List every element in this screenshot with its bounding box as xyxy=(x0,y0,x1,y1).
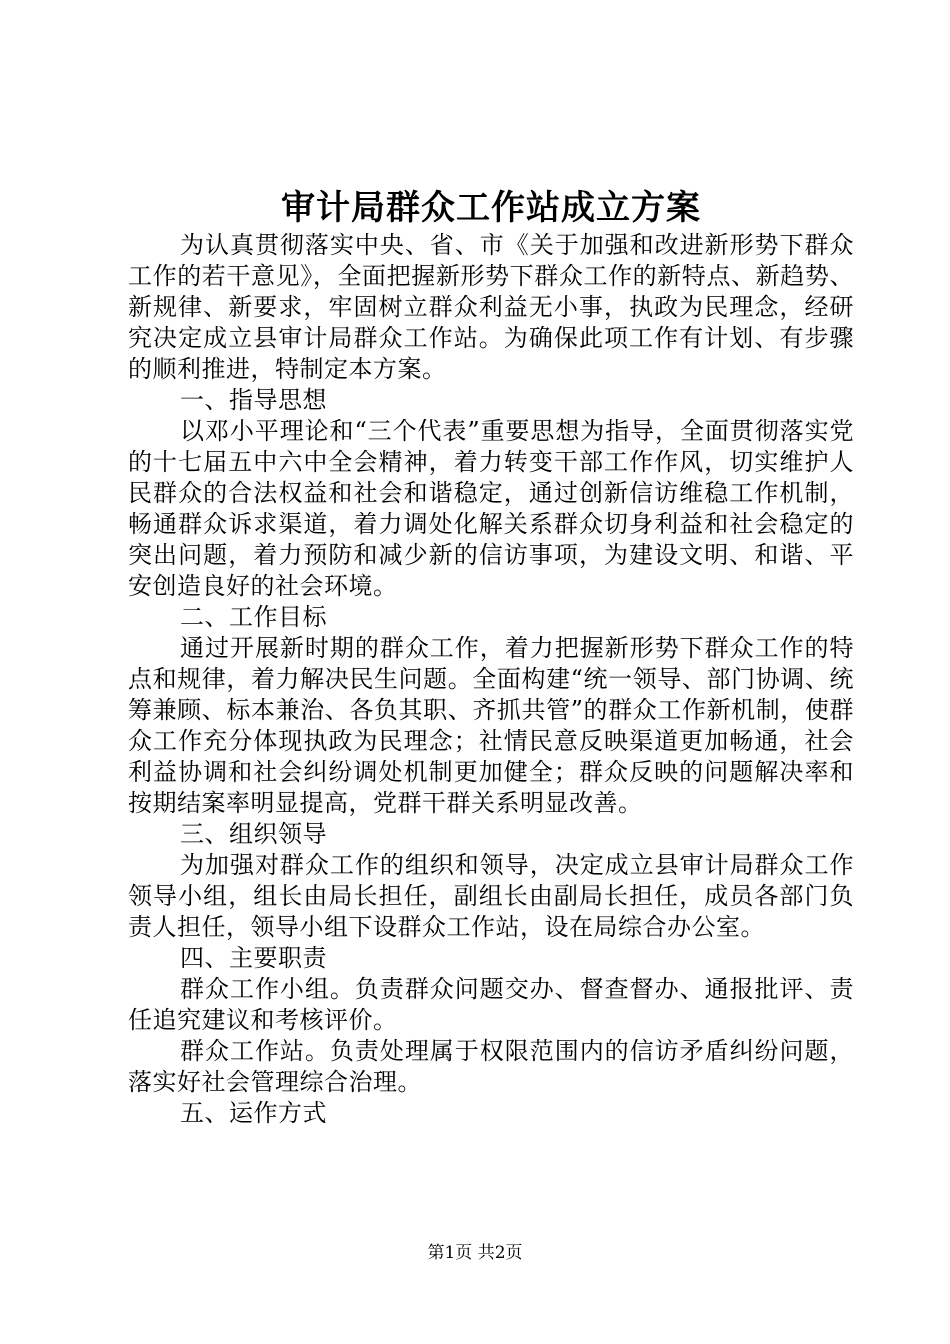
intro-paragraph: 为认真贯彻落实中央、省、市《关于加强和改进新形势下群众工作的若干意见》，全面把握新形势下群众工作的新特点、新趋势、新规律、新要求，牢固树立群众利益无小事，执政为民理念，经研究决定成立县审计局群众工作站。为确保此项工作有计划、有步骤的顺利推进，特制定本方案。 xyxy=(128,231,854,383)
section-heading-operation: 五、运作方式 xyxy=(180,1099,327,1127)
document-title: 审计局群众工作站成立方案 xyxy=(281,188,701,228)
section-paragraph: 通过开展新时期的群众工作，着力把握新形势下群众工作的特点和规律，着力解决民生问题。全面构建“统一领导、部门协调、统筹兼顾、标本兼治、各负其职、齐抓共管”的群众工作新机制，使群众工作充分体现执政为民理念；社情民意反映渠道更加畅通，社会利益协调和社会纠纷调处机制更加健全；群众反映的问题解决率和按期结案率明显提高，党群干群关系明显改善。 xyxy=(128,634,854,817)
section-heading-guiding-ideology: 一、指导思想 xyxy=(180,386,327,414)
section-paragraph: 为加强对群众工作的组织和领导，决定成立县审计局群众工作领导小组，组长由局长担任，副组长由副局长担任，成员各部门负责人担任，领导小组下设群众工作站，设在局综合办公室。 xyxy=(128,851,854,941)
section-heading-main-duties: 四、主要职责 xyxy=(180,944,327,972)
page-footer: 第1页 共2页 xyxy=(427,1243,523,1263)
section-paragraph: 群众工作站。负责处理属于权限范围内的信访矛盾纠纷问题，落实好社会管理综合治理。 xyxy=(128,1037,854,1096)
section-paragraph: 以邓小平理论和“三个代表”重要思想为指导，全面贯彻落实党的十七届五中六中全会精神，着力转变干部工作作风，切实维护人民群众的合法权益和社会和谐稳定，通过创新信访维稳工作机制，畅通群众诉求渠道，着力调处化解关系群众切身利益和社会稳定的突出问题，着力预防和减少新的信访事项，为建设文明、和谐、平安创造良好的社会环境。 xyxy=(128,417,854,600)
section-paragraph: 群众工作小组。负责群众问题交办、督查督办、通报批评、责任追究建议和考核评价。 xyxy=(128,975,854,1034)
document-page xyxy=(128,186,854,1129)
section-heading-work-goals: 二、工作目标 xyxy=(180,603,327,631)
section-heading-organization: 三、组织领导 xyxy=(180,820,327,848)
